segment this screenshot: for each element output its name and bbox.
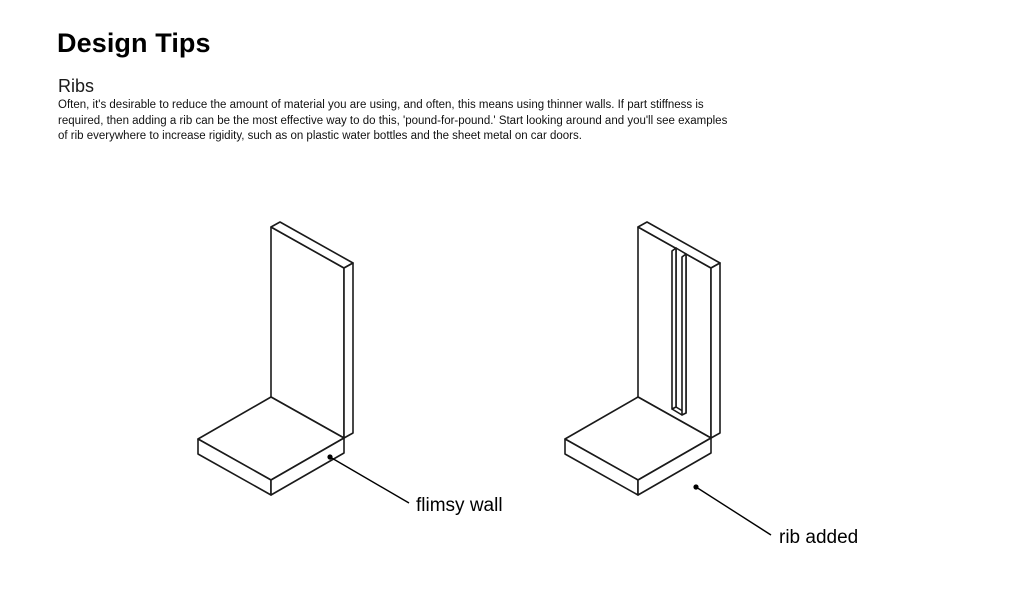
l-bracket-without-rib [198,222,409,503]
wall-side-edge [344,263,353,438]
section-heading: Ribs [58,76,95,96]
wall-side-edge-2 [711,263,720,438]
page-title: Design Tips [57,28,211,58]
section-paragraph: Often, it's desirable to reduce the amount of material you are using, and often, this means using thinner walls. If part stiffness is required, then adding a rib can be the most effective way to do this, 'pound-for-pound.' Start looking around and you'll see examples of rib everywhere to increase rigidity, such as on plastic water bottles and the sheet metal on car doors. [58,99,728,142]
diagram-area [0,150,1023,590]
callout-dot-right [693,484,698,489]
callout-label-flimsy-wall: flimsy wall [416,495,503,516]
callout-label-rib-added: rib added [779,527,859,548]
l-bracket-with-rib [565,222,771,535]
rib-left-face [672,248,676,409]
callout-leader-line-left [330,457,409,503]
ribs-illustration [0,150,1023,590]
callout-dot-left [327,454,332,459]
callout-leader-line-right [696,487,771,535]
rib-right-face [682,254,686,415]
